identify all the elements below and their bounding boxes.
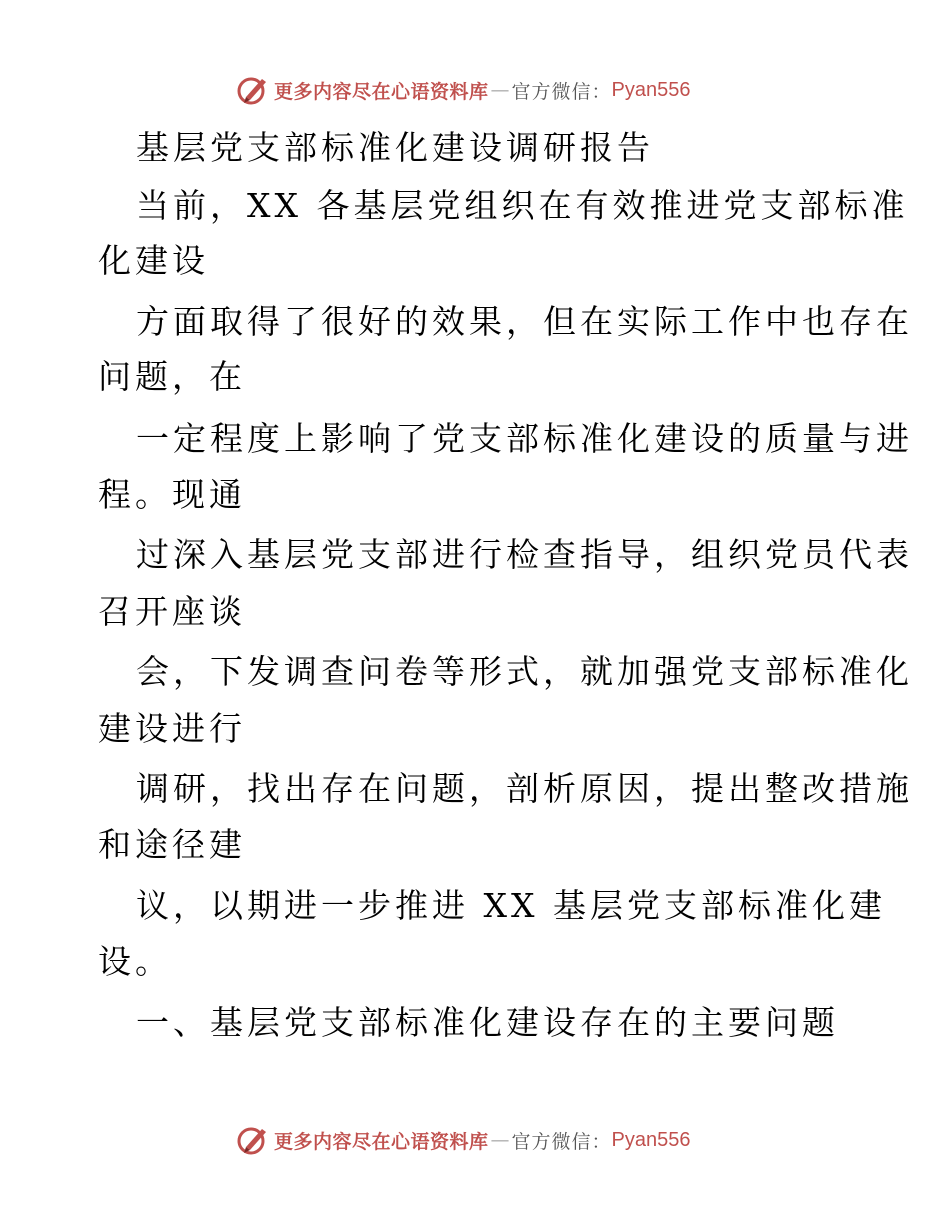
watermark-wechat-id: Pyan556 bbox=[611, 78, 691, 101]
section-heading: 一、基层党支部标准化建设存在的主要问题 bbox=[136, 1003, 839, 1042]
watermark-site-text: 更多内容尽在心语资料库 bbox=[274, 1130, 489, 1153]
pen-circle-icon bbox=[236, 1123, 270, 1157]
watermark-official-label: 官方微信： bbox=[511, 1130, 612, 1153]
document-title: 基层党支部标准化建设调研报告 bbox=[136, 128, 654, 167]
paragraph-line-6: 程。现通 bbox=[98, 475, 246, 514]
watermark-footer bbox=[236, 1122, 691, 1158]
watermark-official-label: 官方微信： bbox=[511, 80, 612, 103]
pen-circle-icon bbox=[236, 73, 270, 107]
paragraph-line-4: 问题，在 bbox=[98, 357, 246, 396]
paragraph-line-8: 召开座谈 bbox=[98, 592, 246, 631]
paragraph-line-10: 建设进行 bbox=[98, 709, 246, 748]
paragraph-line-2: 化建设 bbox=[98, 241, 209, 280]
paragraph-line-11: 调研，找出存在问题，剖析原因，提出整改措施 bbox=[136, 769, 913, 808]
paragraph-line-5: 一定程度上影响了党支部标准化建设的质量与进 bbox=[136, 419, 913, 458]
paragraph-line-12: 和途径建 bbox=[98, 825, 246, 864]
paragraph-line-14: 设。 bbox=[98, 942, 172, 981]
watermark-site-text: 更多内容尽在心语资料库 bbox=[274, 80, 489, 103]
watermark-header bbox=[236, 72, 691, 108]
paragraph-line-7: 过深入基层党支部进行检查指导，组织党员代表 bbox=[136, 535, 913, 574]
paragraph-line-1: 当前，XX 各基层党组织在有效推进党支部标准 bbox=[136, 186, 909, 225]
paragraph-line-13: 议，以期进一步推进 XX 基层党支部标准化建 bbox=[136, 886, 886, 925]
watermark-wechat-id: Pyan556 bbox=[611, 1128, 691, 1151]
paragraph-line-9: 会，下发调查问卷等形式，就加强党支部标准化 bbox=[136, 652, 913, 691]
watermark-dash: — bbox=[490, 1129, 510, 1151]
watermark-dash: — bbox=[490, 79, 510, 101]
paragraph-line-3: 方面取得了很好的效果，但在实际工作中也存在 bbox=[136, 302, 913, 341]
